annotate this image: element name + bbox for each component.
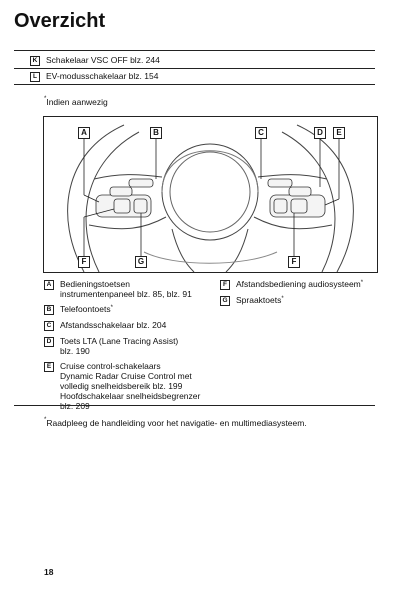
availability-note-text: Indien aanwezig — [46, 97, 108, 107]
legend-item — [44, 304, 219, 315]
key-box: C — [44, 321, 54, 331]
figure-label: C — [255, 127, 267, 139]
asterisk-mark: * — [44, 417, 47, 423]
key-box: F — [220, 280, 230, 290]
key-box: E — [44, 362, 54, 372]
legend-item — [220, 279, 380, 290]
legend-item — [44, 279, 219, 299]
reference-row — [30, 55, 160, 66]
legend-item — [44, 320, 219, 331]
legend-item — [44, 336, 219, 356]
availability-note — [44, 97, 108, 107]
legend-item — [220, 295, 380, 306]
key-box: A — [44, 280, 54, 290]
footnote — [44, 418, 307, 428]
divider — [14, 405, 375, 406]
legend-text: volledig snelheidsbereik blz. 199 — [60, 381, 183, 391]
legend-right — [220, 279, 380, 311]
legend-text: Hoofdschakelaar snelheidsbegrenzer — [60, 391, 201, 401]
figure-label: A — [78, 127, 90, 139]
legend-text: Dynamic Radar Cruise Control met — [60, 371, 192, 381]
footnote-text: Raadpleeg de handleiding voor het navigatie- en multimediasysteem. — [46, 418, 307, 428]
legend-left — [44, 279, 219, 416]
asterisk-mark: * — [110, 305, 113, 311]
page-number: 18 — [44, 567, 54, 577]
figure-label: B — [150, 127, 162, 139]
figure-label: D — [314, 127, 326, 139]
legend-text: Afstandsschakelaar blz. 204 — [60, 320, 167, 330]
legend-text: Telefoontoets — [60, 304, 111, 314]
asterisk-mark: * — [360, 280, 364, 286]
asterisk-mark: * — [281, 296, 284, 302]
page-title: Overzicht — [14, 10, 106, 32]
legend-text: Spraaktoets — [236, 295, 282, 305]
divider — [14, 84, 375, 85]
divider — [14, 50, 375, 51]
key-box: B — [44, 305, 54, 315]
legend-text: Bedieningstoetsen — [60, 279, 130, 289]
key-box: D — [44, 337, 54, 347]
reference-text: EV-modusschakelaar blz. 154 — [46, 71, 159, 81]
key-box: K — [30, 56, 40, 66]
reference-text: Schakelaar VSC OFF blz. 244 — [46, 55, 160, 65]
legend-text: Toets LTA (Lane Tracing Assist) — [60, 336, 179, 346]
figure-label: E — [333, 127, 345, 139]
legend-text: blz. 209 — [60, 401, 90, 411]
steering-wheel-illustration — [44, 117, 377, 272]
figure-label: F — [288, 256, 300, 268]
key-box: G — [220, 296, 230, 306]
legend-text: instrumentenpaneel blz. 85, blz. 91 — [60, 289, 192, 299]
key-box: L — [30, 72, 40, 82]
steering-wheel-figure — [43, 116, 378, 273]
reference-row — [30, 71, 158, 82]
legend-text: Afstandsbediening audiosysteem — [236, 279, 361, 289]
asterisk-mark: * — [44, 96, 47, 102]
divider — [14, 68, 375, 69]
legend-item — [44, 361, 219, 411]
figure-label: F — [78, 256, 90, 268]
legend-text: Cruise control-schakelaars — [60, 361, 161, 371]
figure-label: G — [135, 256, 147, 268]
legend-text: blz. 190 — [60, 346, 90, 356]
